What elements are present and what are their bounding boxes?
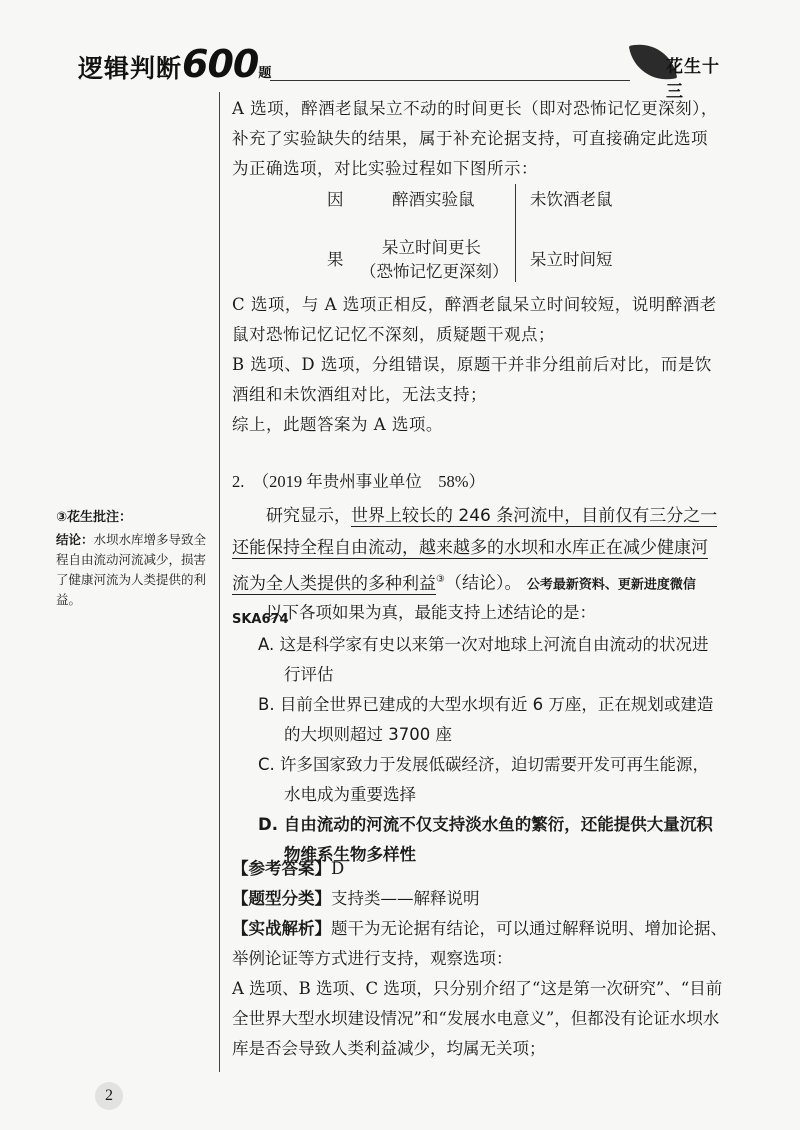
question-prompt: 以下各项如果为真，最能支持上述结论的是： — [266, 603, 596, 622]
brand-logo: 花生十三 — [632, 42, 732, 84]
watermark-stamp: 公考最新资料、更新进度微信SKA674 — [232, 577, 696, 627]
footnote-mark: ③ — [436, 574, 445, 585]
group-sober: 未饮酒老鼠 — [530, 190, 613, 209]
option-a: A. 这是科学家有史以来第一次对地球上河流自由流动的状况进行评估 — [258, 635, 709, 684]
question-options — [232, 598, 722, 870]
question-heading: 2. （2019 年贵州事业单位 58%） — [232, 472, 485, 491]
continuation-para-1: A 选项，醉酒老鼠呆立不动的时间更长（即对恐怖记忆更深刻），补充了实验缺失的结果，属于补充论据支持，可直接确定此选项为正确选项，对比实验过程如下图所示： — [232, 99, 718, 178]
side-annotation: ③花生批注： 结论：水坝水库增多导致全程自由流动河流减少，损害了健康河流为人类提供的利益。 — [56, 510, 207, 607]
option-b: B. 目前全世界已建成的大型水坝有近 6 万座，正在规划或建造的大坝则超过 3700 座 — [258, 695, 714, 744]
question-stem: 研究显示，世界上较长的 246 条河流中，目前仅有三分之一还能保持全程自由流动，越来越多的水坝和水库正在减少健康河流为全人类提供的多种利益③（结论）。 公考最新资料、更新进度微信SKA674 — [232, 506, 718, 627]
option-c: C. 许多国家致力于发展低碳经济，迫切需要开发可再生能源，水电成为重要选择 — [258, 755, 710, 804]
page-header — [0, 0, 800, 102]
book-title: 逻辑判断600题 — [78, 42, 272, 86]
answer-analysis: 【参考答案】D 【题型分类】支持类——解释说明 【实战解析】题干为无论据有结论，可以通过解释说明、增加论据、举例论证等方式进行支持，观察选项： A 选项、B 选项、C 选项，只分别介绍了“这是第一次研究”、“目前全世界大型水坝建设情况”和“发展水电意义”，但都没有论证水坝水库是否会导致人类利益减少，均属无关项； — [232, 859, 727, 1058]
group-drunk: 醉酒实验鼠 — [392, 190, 475, 209]
comparison-diagram — [232, 178, 722, 288]
result-drunk-2: （恐怖记忆更深刻） — [360, 262, 509, 281]
header-rule — [270, 80, 630, 81]
effect-label: 果 — [327, 250, 344, 269]
continuation-rest: C 选项，与 A 选项正相反，醉酒老鼠呆立时间较短，说明醉酒老鼠对恐怖记忆记忆不深刻，质疑题干观点； B 选项、D 选项，分组错误，原题干并非分组前后对比，而是饮酒组和未饮酒组对比，无法支持； 综上，此题答案为 A 选项。 — [232, 295, 717, 434]
cause-label: 因 — [327, 190, 344, 209]
diagram-divider — [515, 184, 516, 282]
margin-divider — [219, 92, 220, 1072]
page-number: 2 — [95, 1082, 123, 1110]
conclusion-underline: 世界上较长的 246 条河流中，目前仅有三分之一还能保持全程自由流动，越来越多的水坝和水库正在减少健康河流为全人类提供的多种利益 — [232, 506, 718, 594]
option-d: D. 自由流动的河流不仅支持淡水鱼的繁衍，还能提供大量沉积物维系生物多样性 — [258, 815, 713, 864]
result-drunk-1: 呆立时间更长 — [382, 238, 481, 257]
result-sober: 呆立时间短 — [530, 250, 613, 269]
